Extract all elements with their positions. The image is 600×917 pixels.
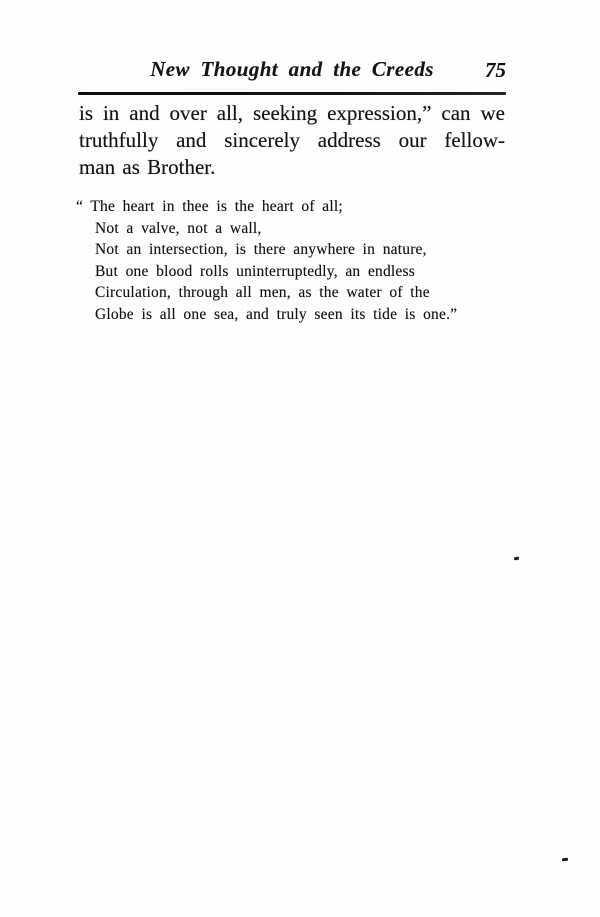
poem-line: Not a valve, not a wall, (95, 219, 262, 237)
poem-line: Not an intersection, is there anywhere in nature, (95, 241, 427, 259)
paragraph-line: is in and over all, seeking expression,” can we (79, 101, 505, 125)
chapter-title: New Thought and the Creeds (150, 57, 434, 81)
poem-line: Globe is all one sea, and truly seen its tide is one.” (95, 305, 458, 323)
ink-speck (562, 858, 568, 862)
header-rule (78, 92, 506, 95)
paragraph-line: truthfully and sincerely address our fellow- (79, 128, 505, 152)
poem-quote (76, 196, 506, 326)
page-number: 75 (485, 58, 506, 82)
body-paragraph (79, 100, 505, 181)
poem-line: But one blood rolls uninterruptedly, an endless (95, 262, 415, 280)
poem-line: “ The heart in thee is the heart of all; (76, 198, 343, 215)
paragraph-line: man as Brother. (79, 155, 216, 179)
running-header (78, 56, 506, 86)
poem-line: Circulation, through all men, as the water of the (95, 284, 430, 302)
ink-speck (514, 557, 519, 561)
